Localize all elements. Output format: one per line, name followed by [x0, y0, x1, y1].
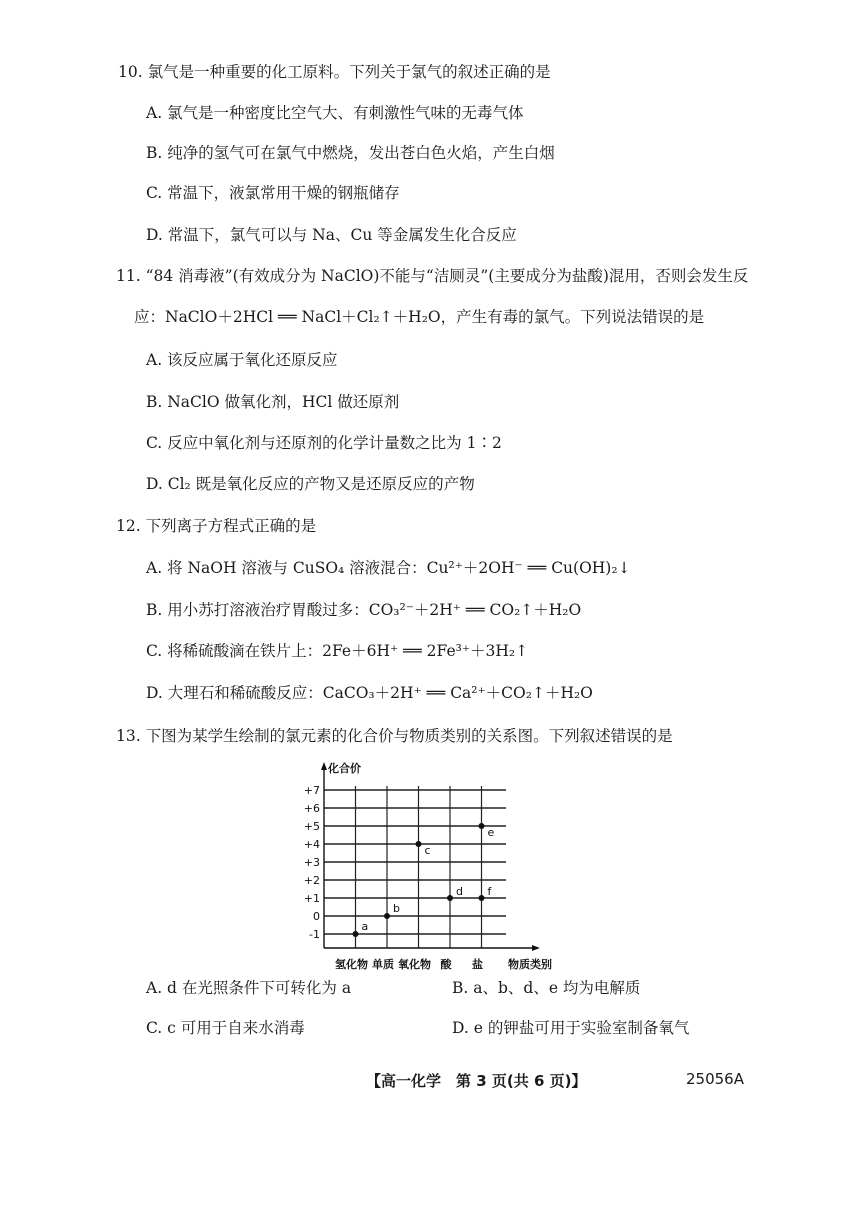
point-f	[479, 895, 485, 901]
chart-ticks	[304, 761, 552, 971]
point-a	[353, 931, 359, 937]
y-tick-label: 0	[313, 910, 320, 923]
q10-option-a: A. 氯气是一种密度比空气大、有刺激性气味的无毒气体	[146, 104, 524, 122]
q13-option-a: A. d 在光照条件下可转化为 a	[146, 979, 352, 997]
x-tick-label: 氧化物	[398, 958, 431, 971]
q12-stem: 12. 下列离子方程式正确的是	[116, 517, 317, 535]
y-axis-arrow	[321, 762, 327, 770]
point-label-c: c	[424, 844, 431, 857]
point-label-a: a	[361, 920, 369, 933]
x-tick-label: 盐	[472, 958, 483, 971]
y-axis-label: 化合价	[328, 762, 361, 775]
y-tick-label: -1	[309, 928, 320, 941]
valence-category-chart	[292, 758, 552, 973]
x-tick-label: 酸	[440, 958, 452, 971]
q11-option-d: D. Cl₂ 既是氧化反应的产物又是还原反应的产物	[146, 475, 475, 493]
q10-option-b: B. 纯净的氢气可在氯气中燃烧，发出苍白色火焰，产生白烟	[146, 144, 555, 162]
point-c	[416, 841, 422, 847]
y-tick-label: +6	[303, 802, 320, 815]
q10-option-d: D. 常温下，氯气可以与 Na、Cu 等金属发生化合反应	[146, 226, 517, 244]
chart-grid	[324, 786, 506, 948]
q11-option-c: C. 反应中氧化剂与还原剂的化学计量数之比为 1∶2	[146, 434, 502, 452]
x-axis-label: 物质类别	[508, 958, 552, 971]
exam-code: 25056A	[686, 1070, 744, 1088]
q13-stem: 13. 下图为某学生绘制的氯元素的化合价与物质类别的关系图。下列叙述错误的是	[116, 727, 673, 745]
x-axis-arrow	[532, 945, 540, 951]
point-label-e: e	[487, 826, 495, 839]
y-tick-label: +3	[303, 856, 320, 869]
point-label-f: f	[487, 885, 492, 898]
q11-stem-line1: 11. “84 消毒液”(有效成分为 NaClO)不能与“洁厕灵”(主要成分为盐酸)混用，否则会发生反	[116, 267, 749, 285]
q13-option-b: B. a、b、d、e 均为电解质	[452, 979, 641, 997]
q10-option-c: C. 常温下，液氯常用干燥的钢瓶储存	[146, 184, 400, 202]
q11-option-b: B. NaClO 做氧化剂，HCl 做还原剂	[146, 393, 400, 411]
y-tick-label: +2	[303, 874, 320, 887]
y-tick-label: +5	[303, 820, 320, 833]
point-label-b: b	[393, 902, 400, 915]
y-tick-label: +7	[303, 784, 320, 797]
q12-option-b: B. 用小苏打溶液治疗胃酸过多：CO₃²⁻＋2H⁺ ══ CO₂↑＋H₂O	[146, 601, 582, 619]
q12-option-a: A. 将 NaOH 溶液与 CuSO₄ 溶液混合：Cu²⁺＋2OH⁻ ══ Cu(OH)₂↓	[146, 559, 631, 577]
point-e	[479, 823, 485, 829]
y-tick-label: +1	[303, 892, 320, 905]
y-tick-label: +4	[303, 838, 320, 851]
point-d	[447, 895, 453, 901]
q13-option-c: C. c 可用于自来水消毒	[146, 1019, 305, 1037]
q10-stem: 10. 氯气是一种重要的化工原料。下列关于氯气的叙述正确的是	[118, 63, 551, 81]
point-b	[384, 913, 390, 919]
q12-option-c: C. 将稀硫酸滴在铁片上：2Fe＋6H⁺ ══ 2Fe³⁺＋3H₂↑	[146, 642, 529, 660]
point-label-d: d	[456, 885, 463, 898]
q13-option-d: D. e 的钾盐可用于实验室制备氧气	[452, 1019, 690, 1037]
q12-option-d: D. 大理石和稀硫酸反应：CaCO₃＋2H⁺ ══ Ca²⁺＋CO₂↑＋H₂O	[146, 684, 593, 702]
x-tick-label: 单质	[372, 958, 394, 971]
q11-stem-line2: 应：NaClO＋2HCl ══ NaCl＋Cl₂↑＋H₂O，产生有毒的氯气。下列说法错误的是	[134, 308, 705, 326]
q11-option-a: A. 该反应属于氧化还原反应	[146, 351, 338, 369]
page-footer: 【高一化学 第 3 页(共 6 页)】	[366, 1072, 587, 1090]
x-tick-label: 氢化物	[335, 958, 368, 971]
